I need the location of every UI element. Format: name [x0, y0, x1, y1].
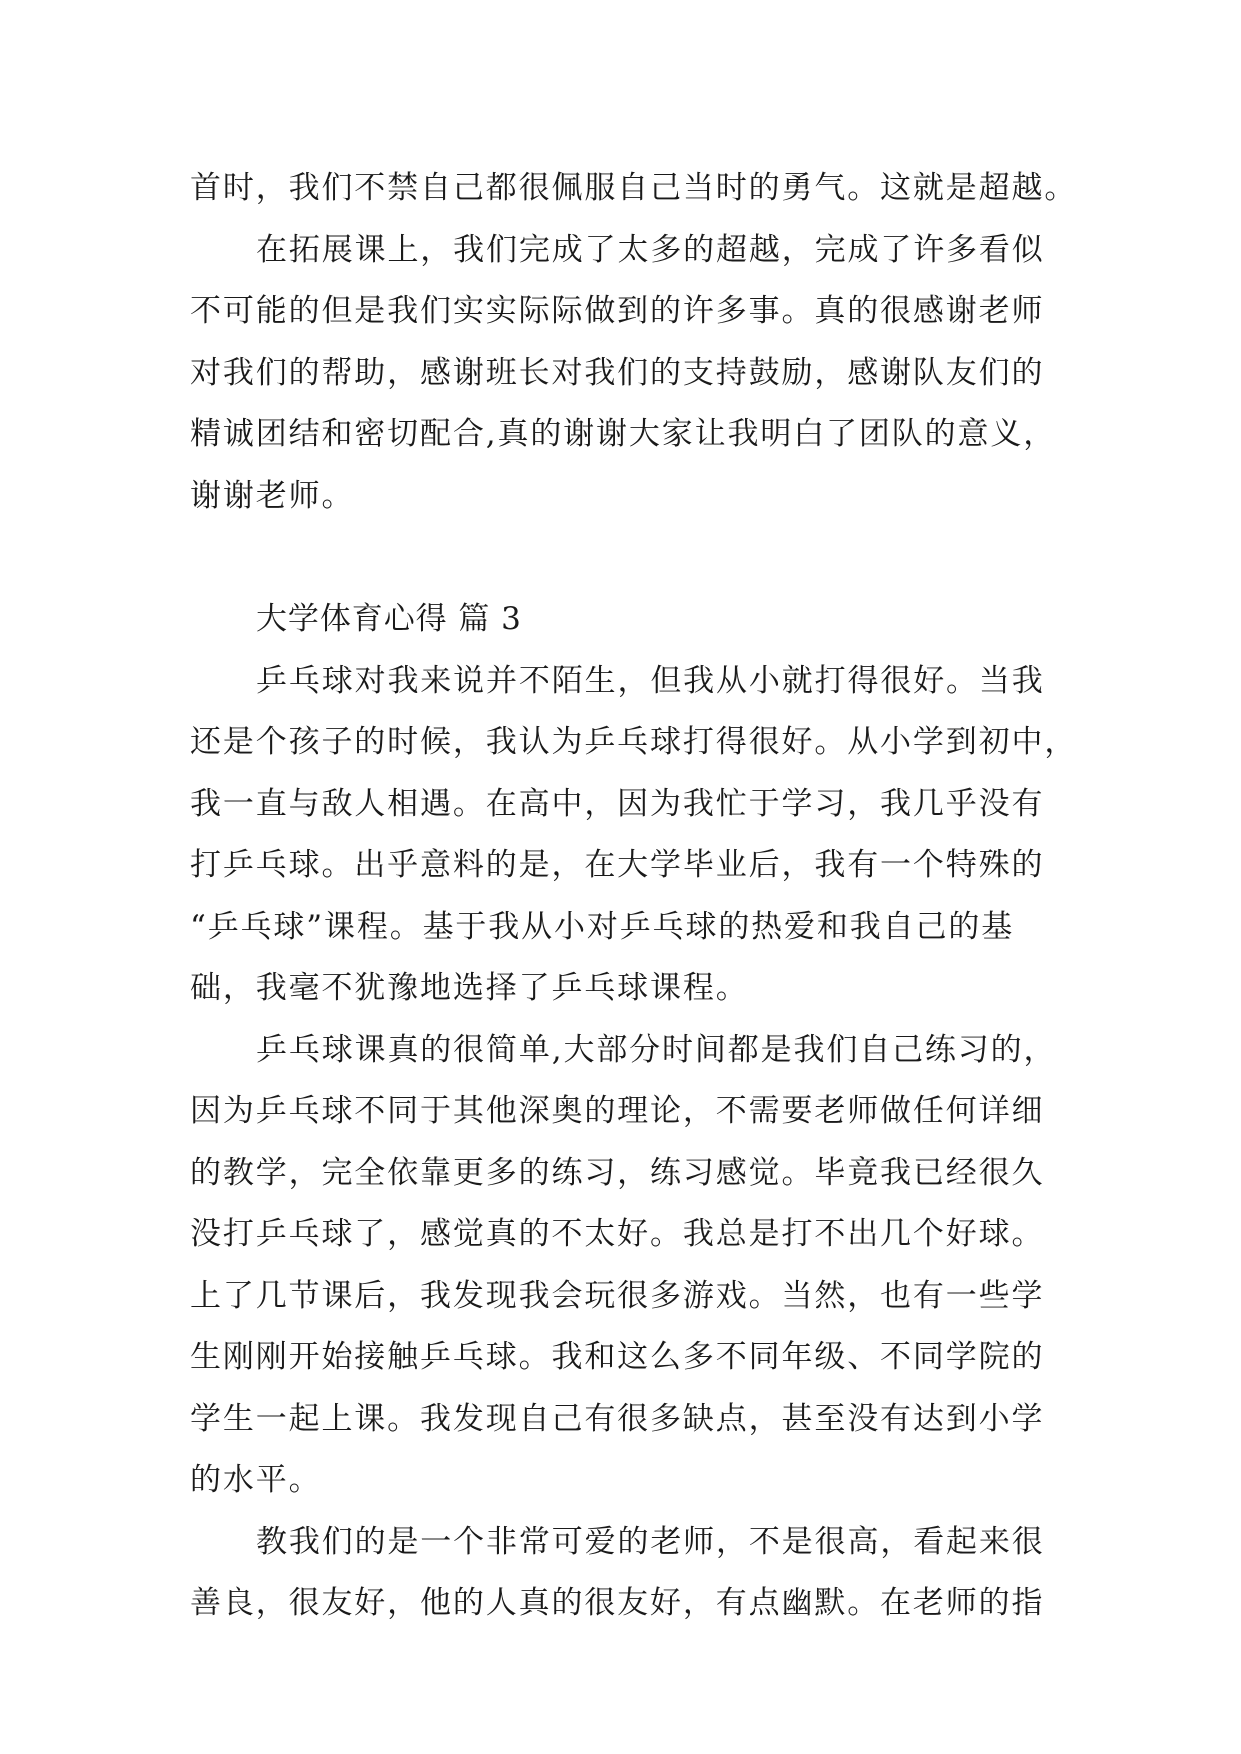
- paragraph-line: 没打乒乓球了，感觉真的不太好。我总是打不出几个好球。: [190, 1216, 1045, 1252]
- paragraph-line: 精诚团结和密切配合,真的谢谢大家让我明白了团队的意义，: [190, 416, 1057, 452]
- paragraph: [190, 1020, 1060, 1512]
- paragraph-line: 我一直与敌人相遇。在高中，因为我忙于学习，我几乎没有: [190, 785, 1045, 822]
- paragraph: [190, 158, 1078, 220]
- document-body: [190, 158, 1078, 1635]
- paragraph-line: 不可能的但是我们实实际际做到的许多事。真的很感谢老师: [190, 293, 1045, 329]
- paragraph-line: 在拓展课上，我们完成了太多的超越，完成了许多看似: [256, 231, 1045, 268]
- paragraph-line: 生刚刚开始接触乒乓球。我和这么多不同年级、不同学院的: [190, 1339, 1045, 1375]
- paragraph-line: “乒乓球”课程。基于我从小对乒乓球的热爱和我自己的基: [190, 908, 1015, 945]
- paragraph-line: 学生一起上课。我发现自己有很多缺点，甚至没有达到小学: [190, 1400, 1045, 1437]
- paragraph-line: 打乒乓球。出乎意料的是，在大学毕业后，我有一个特殊的: [190, 847, 1045, 883]
- paragraph-line: 还是个孩子的时候，我认为乒乓球打得很好。从小学到初中，: [190, 724, 1078, 760]
- paragraph-line: 因为乒乓球不同于其他深奥的理论，不需要老师做任何详细: [190, 1093, 1045, 1129]
- paragraph-line: 础，我毫不犹豫地选择了乒乓球课程。: [190, 970, 749, 1006]
- section-spacer: [190, 527, 1060, 589]
- paragraph-line: 谢谢老师。: [190, 477, 355, 514]
- paragraph-line: 乒乓球课真的很简单,大部分时间都是我们自己练习的，: [256, 1031, 1057, 1068]
- paragraph-line: 教我们的是一个非常可爱的老师，不是很高，看起来很: [256, 1523, 1045, 1560]
- paragraph-line: 乒乓球对我来说并不陌生，但我从小就打得很好。当我: [256, 662, 1045, 699]
- paragraph-line: 的水平。: [190, 1462, 322, 1498]
- paragraph: [190, 651, 1078, 1020]
- paragraph-line: 善良，很友好，他的人真的很友好，有点幽默。在老师的指: [190, 1585, 1045, 1621]
- paragraph-line: 对我们的帮助，感谢班长对我们的支持鼓励，感谢队友们的: [190, 354, 1045, 391]
- paragraph-line: 上了几节课后，我发现我会玩很多游戏。当然，也有一些学: [190, 1277, 1045, 1314]
- paragraph: [190, 220, 1060, 528]
- heading-text: 大学体育心得 篇 3: [256, 601, 522, 637]
- paragraph: [190, 1512, 1060, 1635]
- paragraph-line: 的教学，完全依靠更多的练习，练习感觉。毕竟我已经很久: [190, 1154, 1045, 1191]
- section-heading: [190, 589, 1060, 651]
- paragraph-line: 首时，我们不禁自己都很佩服自己当时的勇气。这就是超越。: [190, 170, 1078, 206]
